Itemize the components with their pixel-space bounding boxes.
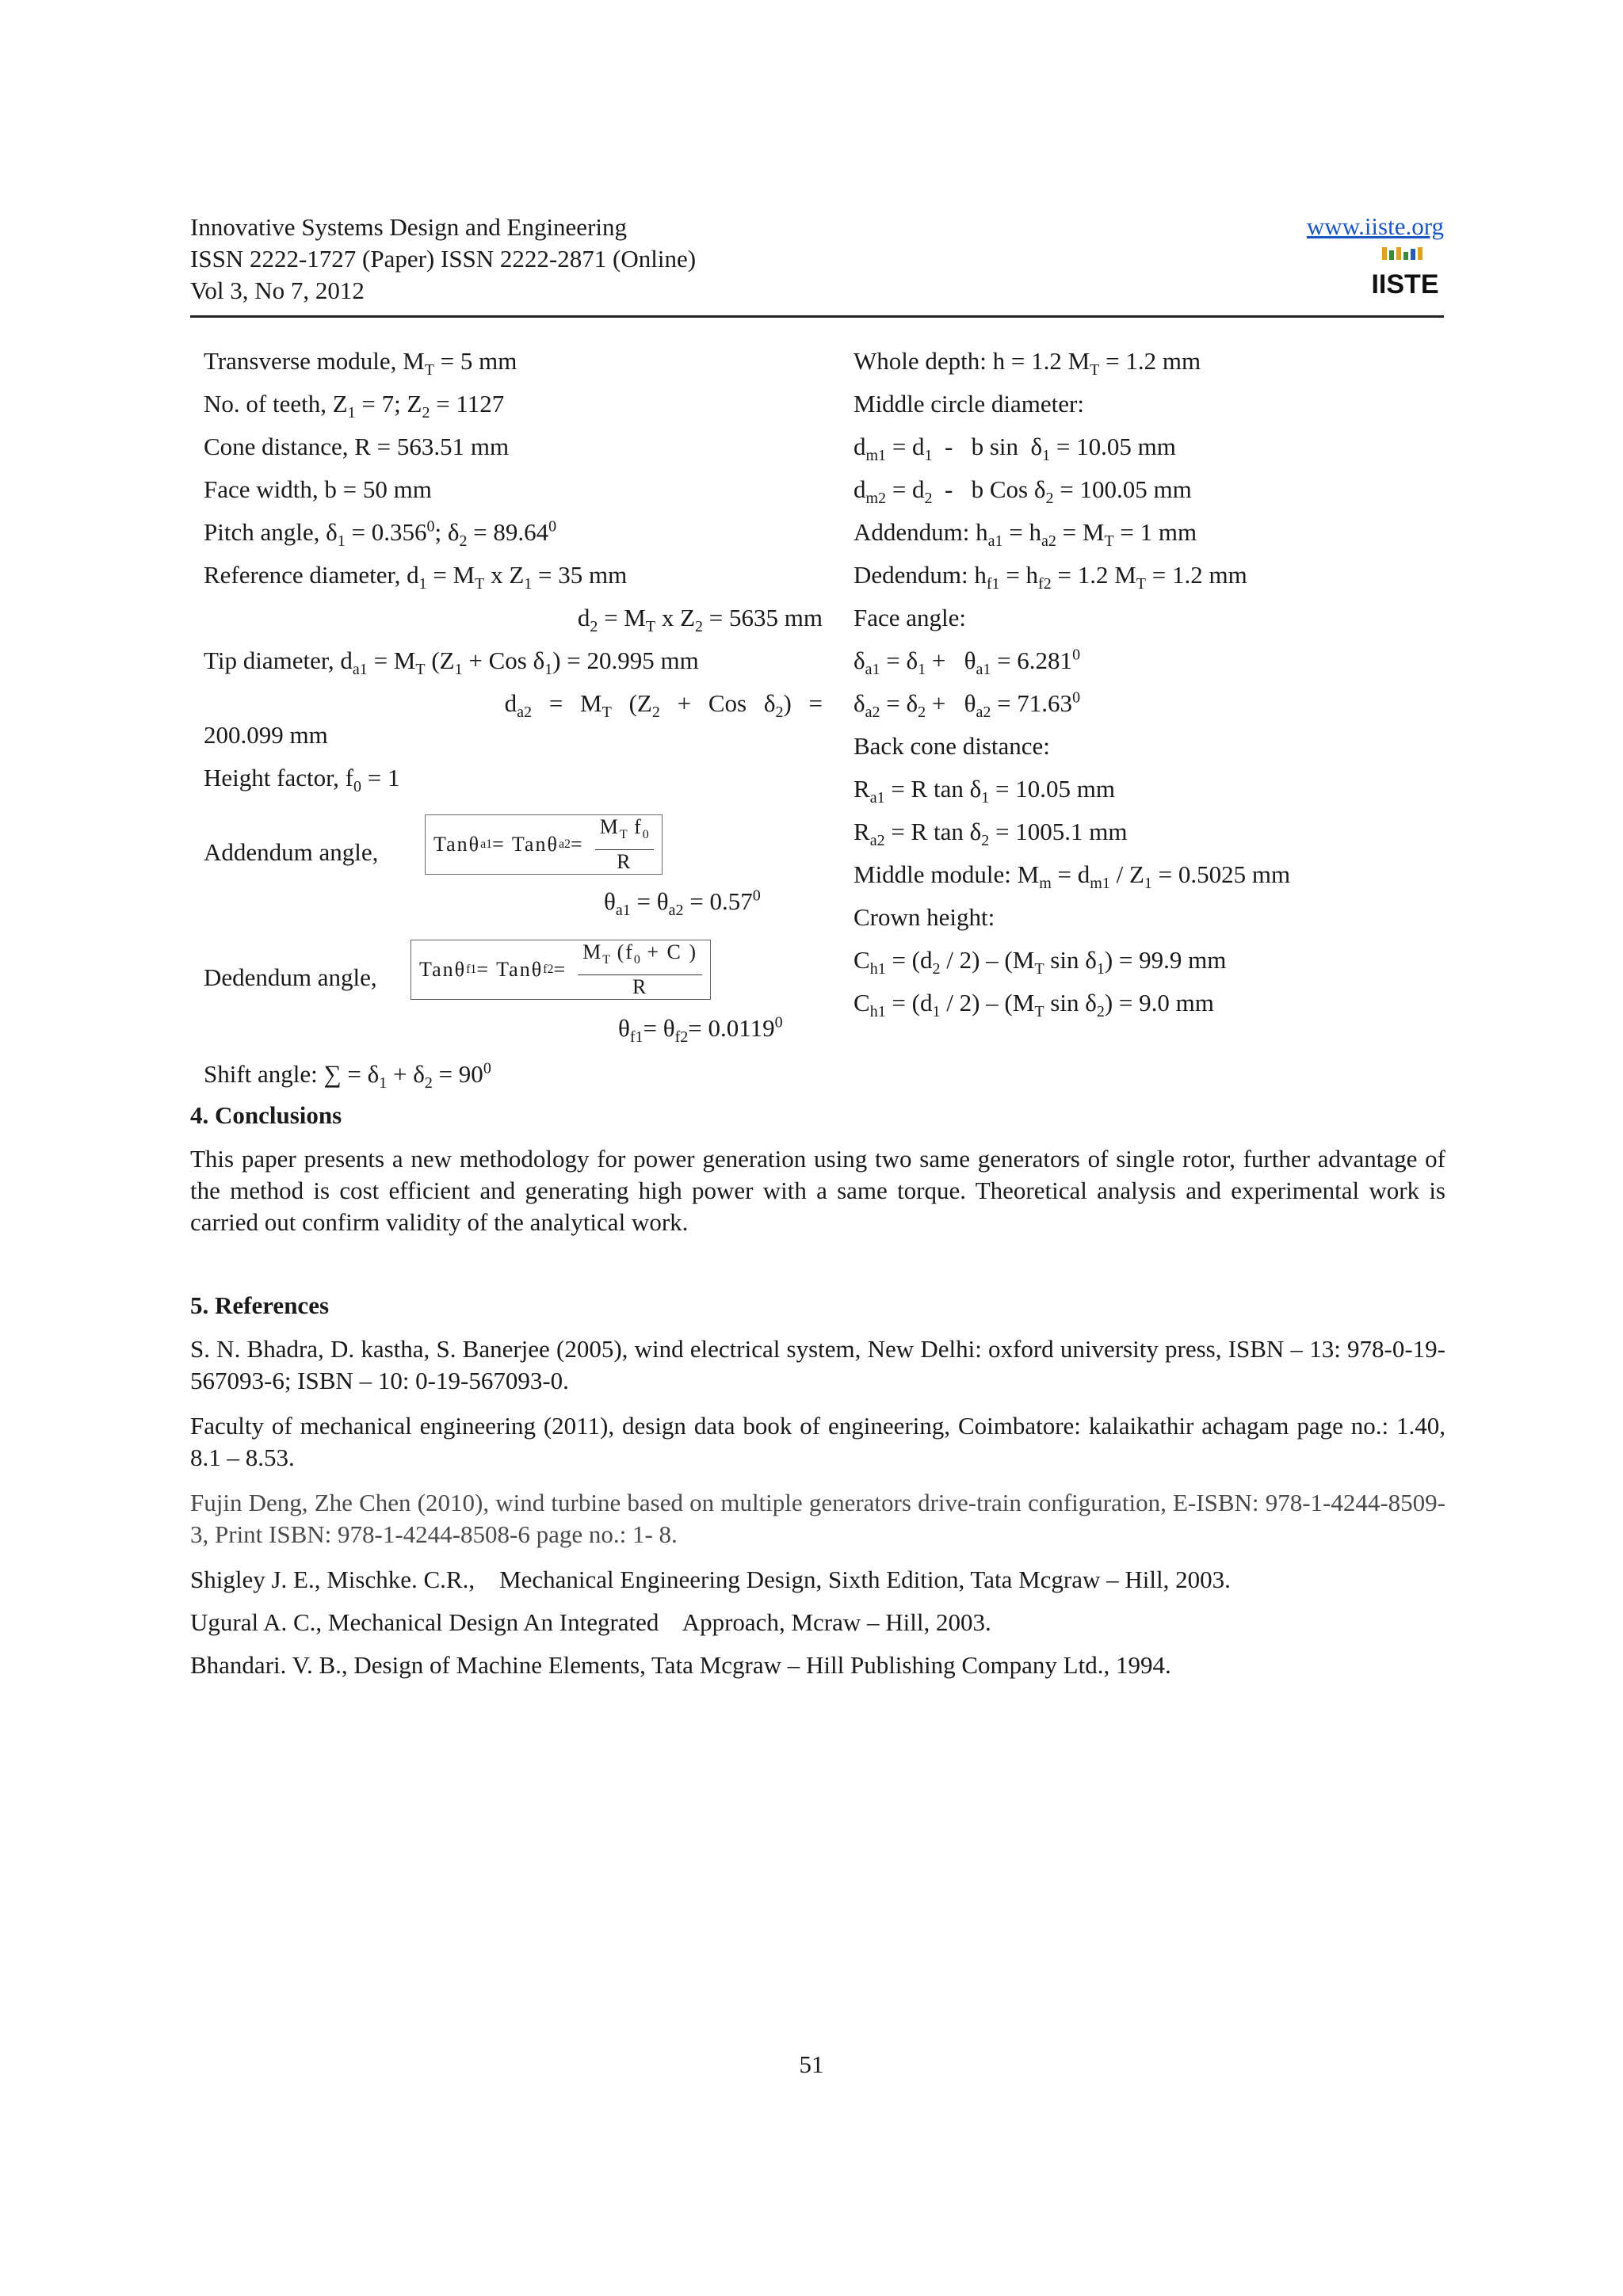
journal-title: Innovative Systems Design and Engineering — [190, 213, 628, 241]
ch1-line-b: $C_{h1} = (d_1 / 2) - (M_T$ $\sin \delta_2) = 9.0$ mm — [854, 989, 1214, 1021]
iiste-logo — [1371, 246, 1439, 299]
d2-line: $d_2 = M_T$ x $Z_2 = 5635$ mm — [577, 604, 823, 636]
middle-circle-heading: Middle circle diameter: — [854, 390, 1084, 418]
da2-line: $d_{a2} = M_T$ ($Z_2$ + Cos $\delta_2$) = — [504, 689, 823, 722]
header-divider — [190, 315, 1444, 318]
addendum-angle-equation: Tanθ a1 = Tanθ a2 = $\frac{M_T f_0}{R}$ — [425, 814, 663, 875]
tip-diameter-line: Tip diameter, $d_{a1} = M_T$ ($Z_1$ + Cos $\delta_1) = 20.995$ mm — [204, 646, 699, 679]
reference-item: Ugural A. C., Mechanical Design An Integrated Approach, Mcraw – Hill, 2003. — [190, 1608, 991, 1636]
delta-a2-line: $\delta_{a2} = \delta_2 + \theta_{a2} = 71.63^0$ — [854, 688, 1081, 722]
teeth-line: No. of teeth, $Z_1 = 7$; $Z_2 = 1127$ — [204, 390, 505, 422]
height-factor-line: Height factor, $f_0 = 1$ — [204, 764, 400, 796]
addendum-angle-result: $\theta_{a1} = \theta_{a2} = 0.57^0$ — [604, 887, 761, 920]
volume-line: Vol 3, No 7, 2012 — [190, 277, 365, 304]
ch1-line-a: $C_{h1} = (d_2 / 2) - (M_T$ $\sin \delta_1) = 99.9$ mm — [854, 946, 1227, 978]
da2-value: 200.099 mm — [204, 721, 328, 749]
conclusions-paragraph: This paper presents a new methodology for power generation using two same generators of single rotor, further advantage of the method is cost efficient and generating high power with a same torque. Theoretical analysis and experimental work is carried out confirm validity of the analytical work. — [190, 1145, 1445, 1236]
ra2-line: $R_{a2} = R$ $\tan \delta_2 = 1005.1$ mm — [854, 818, 1128, 850]
addendum-angle-label: Addendum angle, — [204, 838, 379, 866]
whole-depth-line: Whole depth: h = 1.2 $M_T = 1.2$ mm — [854, 347, 1201, 379]
face-angle-heading: Face angle: — [854, 604, 967, 631]
back-cone-heading: Back cone distance: — [854, 732, 1050, 760]
dm2-line: $d_{m2} = d_2 - b$ Cos $\delta_2 = 100.05$ mm — [854, 475, 1192, 508]
addendum-line: Addendum: $h_{a1} = h_{a2} = M_T = 1$ mm — [854, 518, 1197, 551]
face-width-line: Face width, b = 50 mm — [204, 475, 432, 503]
dedendum-angle-equation: Tanθ f1 = Tanθ f2 = $\frac{M_T (f_0 + C )}{R}$ — [411, 940, 711, 1000]
reference-item: Fujin Deng, Zhe Chen (2010), wind turbine based on multiple generators drive-train configuration, E-ISBN: 978-1-4244-8509-3, Print ISBN: 978-1-4244-8508-6 page no.: 1- 8. — [190, 1489, 1445, 1548]
dm1-line: $d_{m1} = d_1 - b$ $\sin \delta_1 = 10.05$ mm — [854, 433, 1176, 465]
page-number: 51 — [799, 2050, 824, 2078]
dedendum-line: Dedendum: $h_{f1} = h_{f2} = 1.2$ $M_T = 1.2$ mm — [854, 561, 1247, 593]
shift-angle-line: Shift angle: ∑ = $\delta_1 + \delta_2 = 90^0$ — [204, 1059, 491, 1093]
middle-module-line: Middle module: $M_m = d_{m1} / Z_1 = 0.5025$ mm — [854, 860, 1291, 893]
issn-line: ISSN 2222-1727 (Paper) ISSN 2222-2871 (Online) — [190, 245, 697, 273]
dedendum-angle-result: $\theta_{f1}= \theta_{f2}= 0.0119^0$ — [618, 1013, 783, 1047]
cone-distance-line: Cone distance, R = 563.51 mm — [204, 433, 510, 460]
reference-diameter-line: Reference diameter, $d_1 = M_T$ x $Z_1 = 35$ mm — [204, 561, 628, 593]
reference-item: Faculty of mechanical engineering (2011), design data book of engineering, Coimbatore: kalaikathir achagam page no.: 1.40, 8.1 – 8.53. — [190, 1412, 1445, 1471]
journal-url-link[interactable]: www.iiste.org — [1306, 212, 1444, 240]
ra1-line: $R_{a1} = R$ $\tan \delta_1 = 10.05$ mm — [854, 775, 1115, 807]
svg-text:IISTE: IISTE — [1371, 269, 1439, 299]
delta-a1-line: $\delta_{a1} = \delta_1 + \theta_{a1} = 6.281^0$ — [854, 646, 1081, 679]
transverse-module-line: Transverse module, $M_T = 5$ mm — [204, 347, 517, 379]
pitch-angle-line: Pitch angle, $\delta_1 = 0.356^0$; $\delta_2 = 89.64^0$ — [204, 517, 557, 551]
reference-item: Shigley J. E., Mischke. C.R., Mechanical Engineering Design, Sixth Edition, Tata Mcgraw – Hill, 2003. — [190, 1566, 1231, 1593]
reference-item: Bhandari. V. B., Design of Machine Elements, Tata Mcgraw – Hill Publishing Company Ltd., 1994. — [190, 1651, 1171, 1679]
crown-height-heading: Crown height: — [854, 903, 995, 931]
reference-item: S. N. Bhadra, D. kastha, S. Banerjee (2005), wind electrical system, New Delhi: oxford university press, ISBN – 13: 978-0-19-567093-6; ISBN – 10: 0-19-567093-0. — [190, 1335, 1445, 1394]
references-heading: 5. References — [190, 1291, 330, 1319]
dedendum-angle-label: Dedendum angle, — [204, 963, 377, 991]
conclusions-heading: 4. Conclusions — [190, 1101, 342, 1129]
